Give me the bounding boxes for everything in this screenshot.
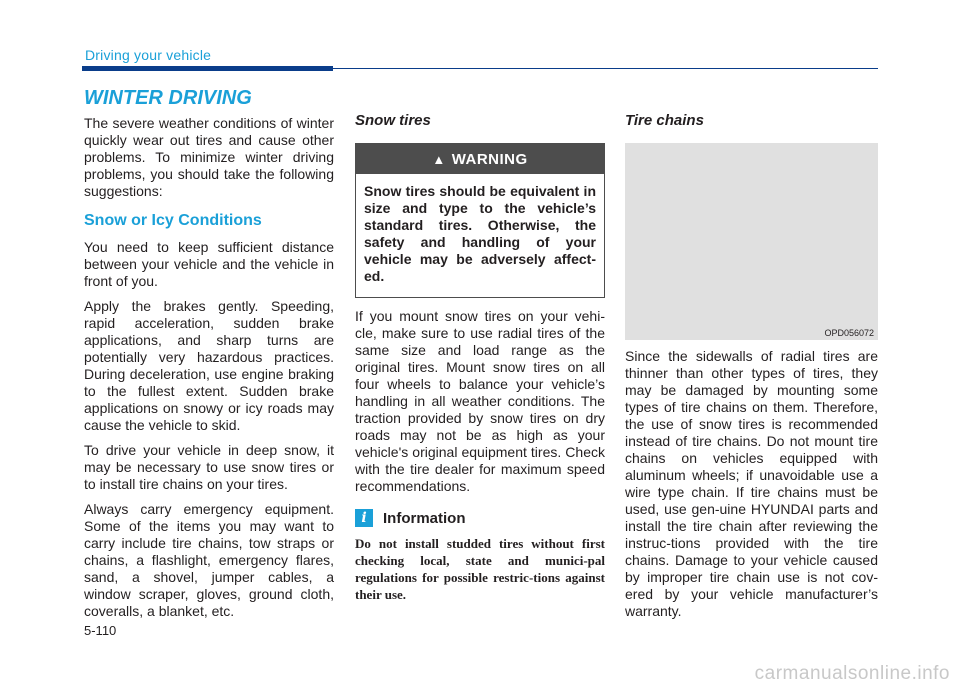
paragraph: Apply the brakes gently. Speeding, rapid acceleration, sudden brake applications, and sharp turns are potentially very hazardous practices. During deceleration, use engine braking to the fullest extent. Sudden brake applications on snowy or icy roads may cause the vehicle to skid. bbox=[84, 298, 334, 433]
watermark: carmanualsonline.info bbox=[754, 663, 950, 684]
section-title: WINTER DRIVING bbox=[84, 87, 252, 109]
info-title: Information bbox=[383, 509, 466, 527]
warning-triangle-icon: ▲ bbox=[432, 151, 446, 167]
paragraph: You need to keep sufficient distance between your vehicle and the vehicle in front of you. bbox=[84, 239, 334, 289]
heading-tire-chains: Tire chains bbox=[625, 112, 704, 129]
info-text: Do not install studded tires without first checking local, state and munici-pal regulations for possible restric-tions against their use. bbox=[355, 536, 605, 602]
tire-chains-photo bbox=[625, 143, 878, 340]
paragraph: If you mount snow tires on your vehi-cle, make sure to use radial tires of the same size and load range as the original tires. Mount snow tires on all four wheels to balance your vehicle’s handling in all weather conditions. The traction provided by snow tires on dry roads may not be as high as your vehicle's original equipment tires. Check with the tire dealer for maximum speed recommendations. bbox=[355, 308, 605, 494]
paragraph: To drive your vehicle in deep snow, it may be necessary to use snow tires or to install tire chains on your tires. bbox=[84, 442, 334, 492]
warning-box bbox=[355, 143, 605, 298]
photo-code: OPD056072 bbox=[824, 328, 874, 338]
warning-title: WARNING bbox=[451, 150, 528, 168]
paragraph: Since the sidewalls of radial tires are thinner than other types of tires, they may be damaged by mounting some types of tire chains on them. Therefore, the use of snow tires is recommended instead of tire chains. Do not mount tire chains on vehicles equipped with aluminum wheels; if unavoidable use a wire type chain. If tire chains must be used, use gen-uine HYUNDAI parts and install the tire chain after reviewing the instruc-tions provided with the tire chains. Damage to your vehicle caused by improper tire chain use is not cov-ered by your vehicle manufacturer’s warranty. bbox=[625, 348, 878, 619]
warning-text: Snow tires should be equivalent in size and type to the vehicle’s standard tires. Otherwise, the safety and handling of your vehicle may be adversely affect-ed. bbox=[364, 183, 596, 284]
page-number: 5-110 bbox=[84, 623, 117, 638]
paragraph: Always carry emergency equipment. Some of the items you may want to carry include tire chains, tow straps or chains, a flashlight, emergency flares, sand, a shovel, jumper cables, a window scraper, gloves, ground cloth, coveralls, a blanket, etc. bbox=[84, 501, 334, 619]
column-1 bbox=[84, 115, 334, 628]
header-rule-thick bbox=[82, 66, 333, 71]
warning-header bbox=[356, 144, 604, 174]
subheading-snow-icy: Snow or Icy Conditions bbox=[84, 212, 262, 229]
chapter-header: Driving your vehicle bbox=[85, 47, 212, 63]
column-3 bbox=[625, 112, 878, 628]
column-2 bbox=[355, 112, 605, 603]
intro-paragraph: The severe weather conditions of winter quickly wear out tires and cause other problems. To minimize winter driving problems, you should take the following suggestions: bbox=[84, 115, 334, 199]
header-rule-thin bbox=[333, 68, 878, 69]
info-header bbox=[355, 509, 605, 527]
info-icon: i bbox=[355, 509, 373, 527]
heading-snow-tires: Snow tires bbox=[355, 112, 431, 129]
